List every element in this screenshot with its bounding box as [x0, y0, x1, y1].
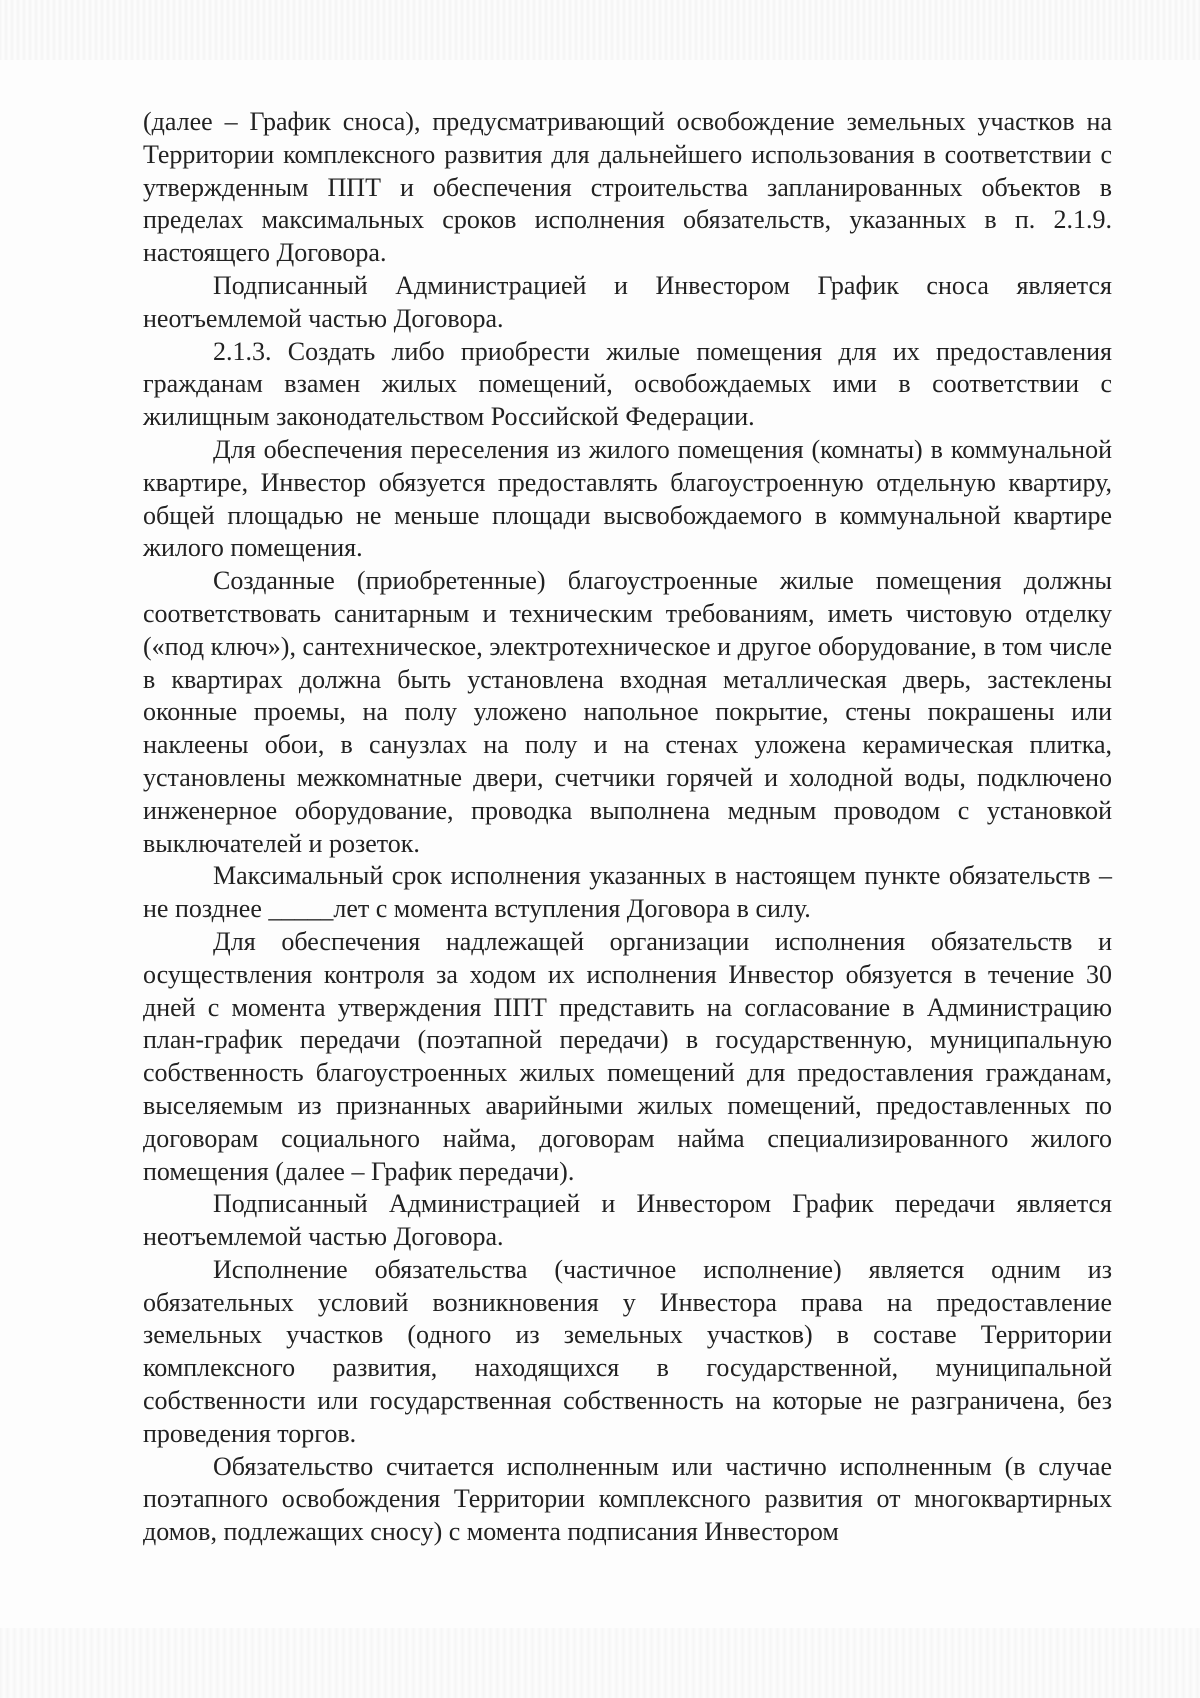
paragraph-communal-resettlement: Для обеспечения переселения из жилого помещения (комнаты) в коммунальной квартире, Инвестор обязуется предоставлять благоустроенную отдельную квартиру, общей площадью не меньше площади высвобождаемого в коммунальной квартире жилого помещения.	[143, 434, 1112, 563]
paragraph-obligation-condition: Исполнение обязательства (частичное исполнение) является одним из обязательных условий возникновения у Инвестора права на предоставление земельных участков (одного из земельных участков) в составе Территории комплексного развития, находящихся в государственной, муниципальной собственности или государственная собственность на которые не разграничена, без проведения торгов.	[143, 1254, 1112, 1448]
paragraph-transfer-schedule: Для обеспечения надлежащей организации исполнения обязательств и осуществления контроля за ходом их исполнения Инвестор обязуется в течение 30 дней с момента утверждения ППТ представить на согласование в Администрацию план-график передачи (поэтапной передачи) в государственную, муниципальную собственность благоустроенных жилых помещений для предоставления гражданам, выселяемым из признанных аварийными жилых помещений, предоставленных по договорам социального найма, договорам найма специализированного жилого помещения (далее – График передачи).	[143, 926, 1112, 1186]
paragraph-transfer-signed: Подписанный Администрацией и Инвестором График передачи является неотъемлемой частью Договора.	[143, 1189, 1112, 1252]
document-body	[143, 106, 1112, 1549]
paragraph-max-term: Максимальный срок исполнения указанных в настоящем пункте обязательств – не позднее _____лет с момента вступления Договора в силу.	[143, 861, 1112, 924]
paragraph-housing-requirements: Созданные (приобретенные) благоустроенные жилые помещения должны соответствовать санитарным и техническим требованиям, иметь чистовую отделку («под ключ»), сантехническое, электротехническое и другое оборудование, в том числе в квартирах должна быть установлена входная металлическая дверь, застеклены оконные проемы, на полу уложено напольное покрытие, стены покрашены или наклеены обои, в санузлах на полу и на стенах уложена керамическая плитка, установлены межкомнатные двери, счетчики горячей и холодной воды, подключено инженерное оборудование, проводка выполнена медным проводом с установкой выключателей и розеток.	[143, 566, 1112, 858]
paragraph-clause-2-1-3: 2.1.3. Создать либо приобрести жилые помещения для их предоставления гражданам взамен жилых помещений, освобождаемых ими в соответствии с жилищным законодательством Российской Федерации.	[143, 336, 1112, 432]
paragraph-schedule-signed: Подписанный Администрацией и Инвестором График сноса является неотъемлемой частью Договора.	[143, 270, 1112, 333]
scan-noise-bottom	[0, 1628, 1200, 1698]
scan-noise-top	[0, 0, 1200, 60]
paragraph-demolition-schedule: (далее – График сноса), предусматривающий освобождение земельных участков на Территории комплексного развития для дальнейшего использования в соответствии с утвержденным ППТ и обеспечения строительства запланированных объектов в пределах максимальных сроков исполнения обязательств, указанных в п. 2.1.9. настоящего Договора.	[143, 107, 1112, 268]
paragraph-obligation-fulfilled: Обязательство считается исполненным или частично исполненным (в случае поэтапного освобождения Территории комплексного развития от многоквартирных домов, подлежащих сносу) с момента подписания Инвестором	[143, 1451, 1112, 1547]
